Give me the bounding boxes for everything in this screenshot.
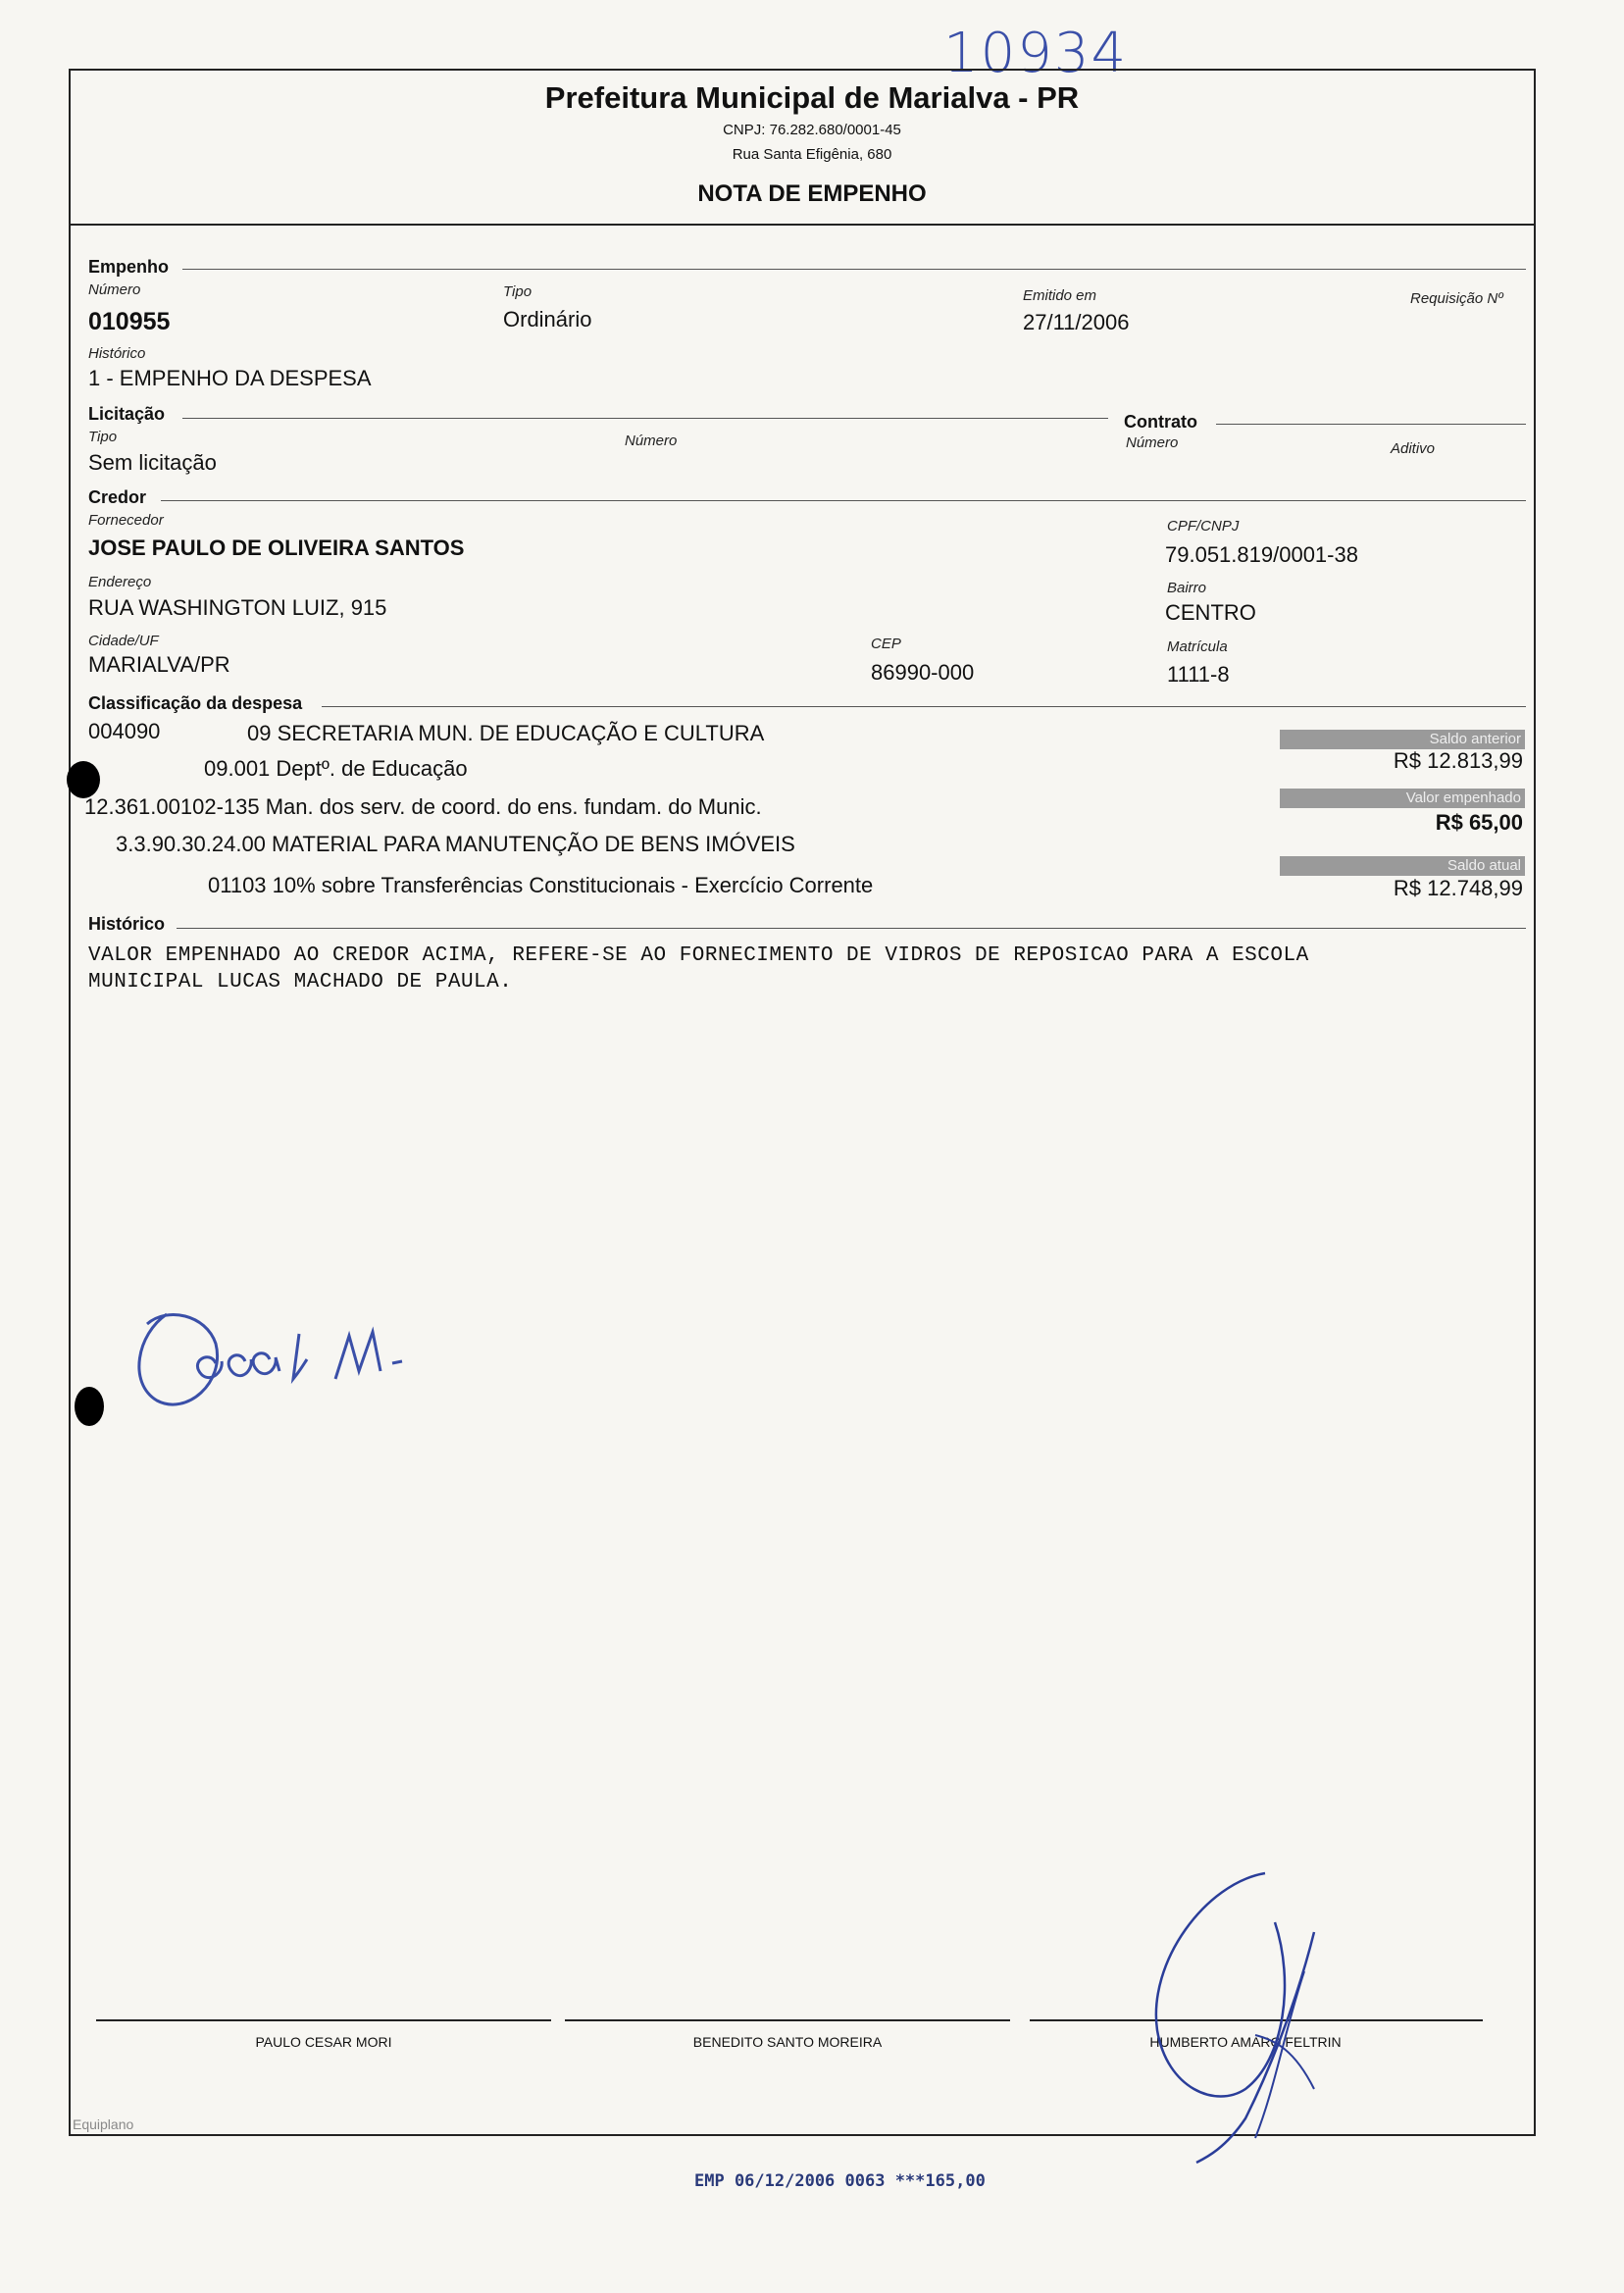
classificacao-line5: 01103 10% sobre Transferências Constitucionais - Exercício Corrente [208, 873, 874, 897]
section-line [1216, 424, 1526, 425]
section-historico: Histórico [88, 914, 166, 934]
credor-matricula: 1111-8 [1167, 662, 1230, 687]
header-address: Rua Santa Efigênia, 680 [732, 146, 892, 163]
section-line [182, 269, 1526, 270]
signature-line [96, 2019, 551, 2021]
credor-cidade: MARIALVA/PR [88, 652, 230, 677]
empenho-historico: 1 - EMPENHO DA DESPESA [88, 366, 372, 390]
credor-cep: 86990-000 [871, 660, 975, 685]
signature-line [565, 2019, 1010, 2021]
valor-empenhado-value: R$ 65,00 [1435, 810, 1523, 835]
section-classificacao: Classificação da despesa [88, 693, 303, 713]
classificacao-line4: 3.3.90.30.24.00 MATERIAL PARA MANUTENÇÃO DE BENS IMÓVEIS [116, 832, 795, 856]
section-line [182, 418, 1108, 419]
classificacao-line3: 12.361.00102-135 Man. dos serv. de coord. do ens. fundam. do Munic. [84, 794, 762, 819]
header-divider [69, 224, 1536, 226]
contrato-aditivo-label: Aditivo [1391, 440, 1436, 457]
empenho-tipo: Ordinário [503, 307, 592, 331]
contrato-numero-label: Número [1126, 434, 1179, 451]
cpf-label: CPF/CNPJ [1167, 518, 1240, 535]
historico-line1: VALOR EMPENHADO AO CREDOR ACIMA, REFERE-SE AO FORNECIMENTO DE VIDROS DE REPOSICAO PARA A ESCOLA [88, 944, 1309, 967]
licitacao-tipo: Sem licitação [88, 450, 217, 475]
signature-scribble [1128, 1863, 1353, 2177]
section-line [322, 706, 1526, 707]
historico-line2: MUNICIPAL LUCAS MACHADO DE PAULA. [88, 971, 513, 994]
saldo-atual-value: R$ 12.748,99 [1393, 876, 1523, 900]
credor-endereco: RUA WASHINGTON LUIZ, 915 [88, 595, 387, 620]
header-cnpj: CNPJ: 76.282.680/0001-45 [723, 122, 901, 138]
classificacao-line2: 09.001 Deptº. de Educação [204, 756, 468, 781]
cep-label: CEP [871, 636, 901, 652]
cidade-label: Cidade/UF [88, 633, 159, 649]
punch-hole [67, 761, 100, 798]
section-contrato: Contrato [1124, 412, 1197, 432]
signature-name-2: BENEDITO SANTO MOREIRA [692, 2034, 883, 2050]
section-credor: Credor [88, 487, 147, 507]
section-licitacao: Licitação [88, 404, 166, 424]
tipo-label: Tipo [503, 283, 533, 300]
section-empenho: Empenho [88, 257, 170, 277]
empenho-emitido: 27/11/2006 [1023, 310, 1130, 334]
classificacao-code: 004090 [88, 719, 161, 743]
punch-hole [75, 1387, 104, 1426]
matricula-label: Matrícula [1167, 638, 1228, 655]
credor-cpf: 79.051.819/0001-38 [1165, 542, 1358, 567]
footer-stamp: EMP 06/12/2006 0063 ***165,00 [694, 2171, 986, 2191]
saldo-atual-label: Saldo atual [1280, 856, 1525, 876]
document-title: NOTA DE EMPENHO [697, 180, 927, 207]
credor-fornecedor: JOSE PAULO DE OLIVEIRA SANTOS [88, 535, 465, 560]
software-name: Equiplano [73, 2116, 134, 2132]
section-line [161, 500, 1526, 501]
emitido-label: Emitido em [1023, 287, 1097, 304]
requisicao-label: Requisição Nº [1410, 290, 1503, 307]
section-line [177, 928, 1526, 929]
licitacao-numero-label: Número [625, 433, 678, 449]
saldo-anterior-value: R$ 12.813,99 [1393, 748, 1523, 773]
credor-bairro: CENTRO [1165, 600, 1256, 625]
licitacao-tipo-label: Tipo [88, 429, 118, 445]
handwritten-number: 10934 [943, 22, 1129, 85]
numero-label: Número [88, 281, 141, 298]
signature-name-1: PAULO CESAR MORI [255, 2034, 392, 2050]
empenho-numero: 010955 [88, 308, 171, 335]
historico-label: Histórico [88, 345, 146, 362]
saldo-anterior-label: Saldo anterior [1280, 730, 1525, 749]
valor-empenhado-label: Valor empenhado [1280, 789, 1525, 808]
fornecedor-label: Fornecedor [88, 512, 164, 529]
classificacao-line1: 09 SECRETARIA MUN. DE EDUCAÇÃO E CULTURA [247, 721, 765, 745]
signature-name-3: HUMBERTO AMARO FELTRIN [1149, 2034, 1342, 2050]
page-title: Prefeitura Municipal de Marialva - PR [544, 80, 1080, 115]
endereco-label: Endereço [88, 574, 152, 590]
handwritten-signature [108, 1295, 520, 1422]
bairro-label: Bairro [1167, 580, 1207, 596]
